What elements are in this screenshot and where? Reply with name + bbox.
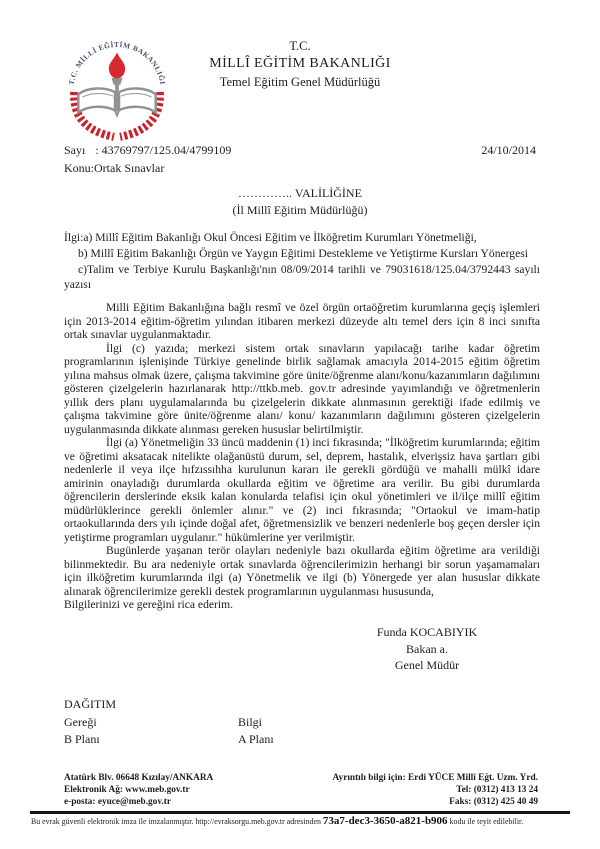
meta-block [64,143,536,176]
signature-name: Funda KOCABIYIK [376,625,478,639]
ilgi-line-a: İlgi:a) Millî Eğitim Bakanlığı Okul Öncesi Eğitim ve İlköğretim Kurumları Yönetmeliği, [64,231,477,244]
verification-code: 73a7-dec3-3650-a821-b906 [322,815,448,827]
letter-date: 24/10/2014 [481,143,536,157]
signature-block [327,624,527,674]
letterhead [0,38,600,91]
footer-email: e-posta: eyuce@meb.gov.tr [64,796,172,807]
letterhead-ministry: MİLLÎ EĞİTİM BAKANLIĞI [209,56,391,72]
verification-suffix: kodu ile teyit edilebilir. [449,817,524,826]
closing-line: Bilgilerinizi ve gereğini rica ederim. [64,598,234,611]
footer-contact: Ayrıntılı bilgi için: Erdi YÜCE Millî Eğt. Uzm. Yrd. [332,773,538,783]
distribution-gereği-value: B Planı [64,732,100,746]
letterhead-department: Temel Eğitim Genel Müdürlüğü [219,75,381,90]
footer-left [64,773,213,808]
recipient-block [0,185,600,218]
footer-rule [30,811,570,814]
ilgi-block [64,230,540,293]
ilgi-line-b: b) Millî Eğitim Bakanlığı Örgün ve Yaygın Eğitimi Destekleme ve Yetiştirme Kursları Yönergesi [78,246,528,260]
letterhead-tc: T.C. [289,39,311,53]
footer-tel: Tel: (0312) 413 13 24 [456,784,538,795]
footer-web: Elektronik Ağ: www.meb.gov.tr [64,784,190,795]
ilgi-line-c: c)Talim ve Terbiye Kurulu Başkanlığı'nın 08/09/2014 tarihli ve 79031618/125.04/3792443 sayılı yazısı [64,262,540,292]
sayi-line [64,143,231,158]
sayi-label: Sayı [64,143,86,157]
body-paragraph-3: İlgi (a) Yönetmeliğin 33 üncü maddenin (1) inci fıkrasında; "İlköğretim kurumlarında; eğitim ve öğretimi aksatacak nitelikte olağanüstü durum, sel, deprem, hastalık, elverişsiz hava şartları gibi nedenlerle il veya ilçe hıfzıssıhha kurulunun kararı ile gerekli gördüğü ve mahalli mülkî idare amirinin onayladığı durumlarda okullarda eğitim ve öğretime ara verilir. Bu gibi durumlarda öğrencilerin derslerinde eksik kalan konularda telafisi için okul yönetimleri ve il/ilçe millî eğitim müdürlüklerince gerekli önlemler alınır." ve (2) inci fıkrasında; "Ortaokul ve imam-hatip ortaokullarında ders yılı içinde doğal afet, öğretmensizlik ve benzeri nedenlerle boş geçen dersler için yetiştirme programları uygulanır." hükümlerine yer verilmiştir. [64,436,540,544]
konu-line: Konu:Ortak Sınavlar [64,161,165,175]
signature-role: Genel Müdür [394,658,460,672]
signature-title: Bakan a. [406,641,448,656]
distribution-block [64,696,274,749]
distribution-heading: DAĞITIM [64,697,116,711]
body-paragraph-2: İlgi (c) yazıda; merkezi sistem ortak sınavların yapılacağı tarihe kadar öğretim programlarının işlenişinde Türkiye genelinde birlik sağlamak amacıyla 2014-2015 eğitim öğretim yılına mahsus olmak üzere, çalışma takvimine göre ünite/öğrenme alanı/konu/kazanımların dağılımını gösteren çizelgelerin hazırlanarak http://ttkb.meb. gov.tr adresinde yayımlandığı ve öğretmenlerin yıllık ders planı uygulamalarında bu çizelgelerin dikkate alınmasının gerektiği ifade edilmiş ve çalışma takvimine göre ünite/öğrenme alanı/ konu/ kazanımların dağılımını gösteren çizelgelerin uygulanmasında dikkate alınması gereken hususlar belirtilmiştir. [64,341,540,436]
recipient-title: ………….. VALİLİĞİNE [238,186,362,200]
letter-body [64,301,540,612]
footer-right [333,773,538,808]
footer-block [64,773,538,808]
verification-line [31,815,580,827]
body-paragraph-1: Milli Eğitim Bakanlığına bağlı resmî ve özel örgün ortaöğretim kurumlarına geçiş işlemleri için 2013-2014 eğitim-öğretim yılından itibaren merkezi düzeyde altı temel ders için 8 inci sınıfta ortak sınavlar uygulanmaktadır. [64,301,540,341]
distribution-bilgi-value: A Planı [238,732,274,746]
logo-arc-text: T.C. MİLLİ EĞİTİM BAKANLIĞI [66,40,168,86]
recipient-subtitle: (İl Millî Eğitim Müdürlüğü) [232,202,368,217]
distribution-gereği-label: Gereği [64,714,97,729]
footer-fax: Faks: (0312) 425 40 49 [449,796,538,807]
distribution-bilgi-label: Bilgi [238,714,263,729]
footer-address: Atatürk Blv. 06648 Kızılay/ANKARA [64,773,214,783]
body-paragraph-4: Bugünlerde yaşanan terör olayları nedeniyle bazı okullarda eğitim öğretime ara verildiği bilinmektedir. Bu ara nedeniyle ortak sınavlarda öğrencilerimizin herhangi bir sorun yaşamamaları için ilköğretim kurumlarında ilgi (a) Yönetmelik ve ilgi (b) Yönergede yer alan hususlar dikkate alınarak öğrencilerimize gerekli destek programlarının uygulanması hususunda, [64,544,540,598]
verification-prefix: Bu evrak güvenli elektronik imza ile imzalanmıştır. http://evraksorgu.meb.gov.tr adresinden [31,817,321,826]
sayi-value: : 43769797/125.04/4799109 [95,143,232,157]
